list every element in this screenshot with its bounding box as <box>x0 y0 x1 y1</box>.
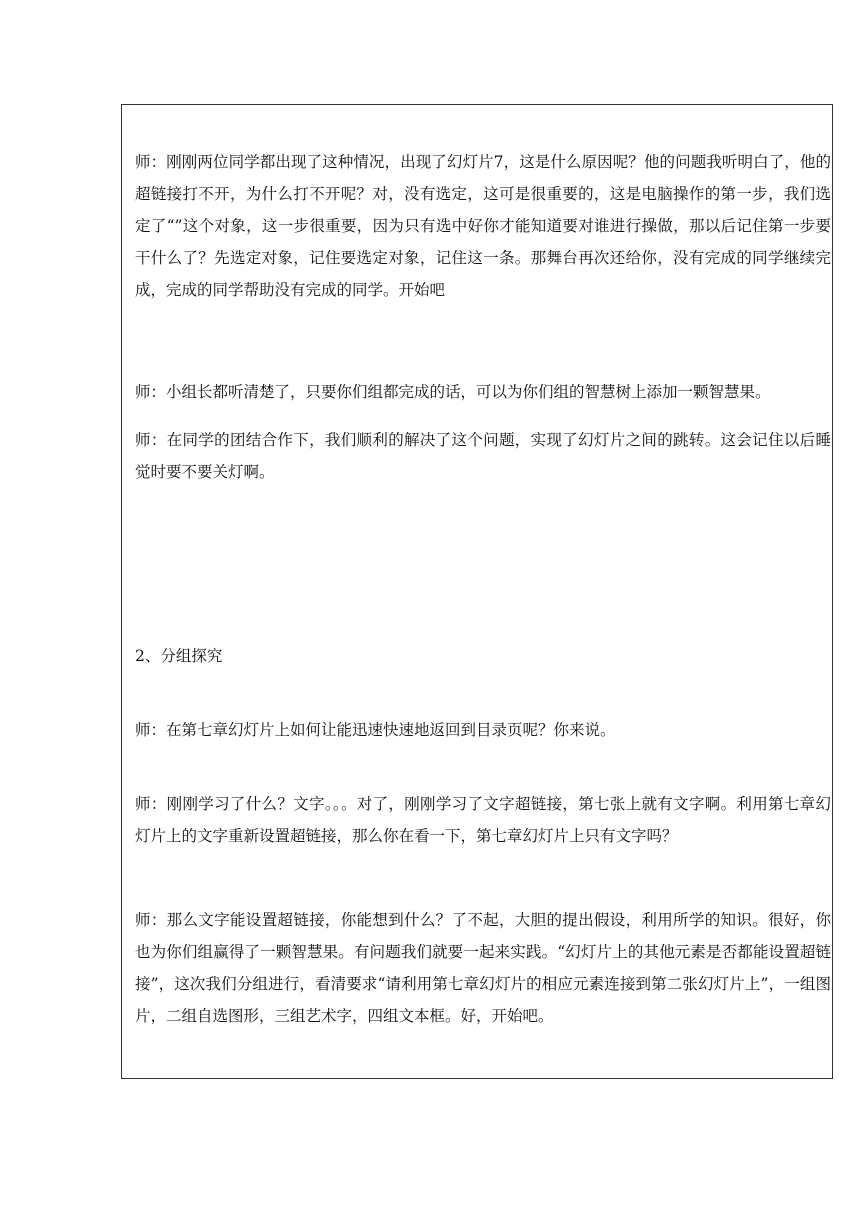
paragraph-teacher-2: 师：小组长都听清楚了，只要你们组都完成的话，可以为你们组的智慧树上添加一颗智慧果。 <box>135 383 771 401</box>
paragraph-teacher-5: 师：刚刚学习了什么？文字。。。对了，刚刚学习了文字超链接，第七张上就有文字啊。利用第七章幻灯片上的文字重新设置超链接，那么你在看一下，第七章幻灯片上只有文字吗？ <box>135 795 831 845</box>
section-heading: 2、分组探究 <box>135 647 223 665</box>
paragraph-teacher-3: 师：在同学的团结合作下，我们顺利的解决了这个问题，实现了幻灯片之间的跳转。这会记住以后睡觉时要不要关灯啊。 <box>135 431 831 481</box>
paragraph-teacher-6: 师：那么文字能设置超链接，你能想到什么？了不起，大胆的提出假设，利用所学的知识。很好，你也为你们组赢得了一颗智慧果。有问题我们就要一起来实践。“幻灯片上的其他元素是否都能设置超链接”，这次我们分组进行，看清要求“请利用第七章幻灯片的相应元素连接到第二张幻灯片上”，一组图片，二组自选图形，三组艺术字，四组文本框。好，开始吧。 <box>135 911 831 1025</box>
paragraph-teacher-1: 师：刚刚两位同学都出现了这种情况，出现了幻灯片7，这是什么原因呢？他的问题我听明白了，他的超链接打不开，为什么打不开呢？对，没有选定，这可是很重要的，这是电脑操作的第一步，我们选定了“”这个对象，这一步很重要，因为只有选中好你才能知道要对谁进行操做，那以后记住第一步要干什么了？先选定对象，记住要选定对象，记住这一条。那舞台再次还给你，没有完成的同学继续完成，完成的同学帮助没有完成的同学。开始吧 <box>135 153 831 299</box>
paragraph-teacher-4: 师：在第七章幻灯片上如何让能迅速快速地返回到目录页呢？你来说。 <box>135 721 616 739</box>
